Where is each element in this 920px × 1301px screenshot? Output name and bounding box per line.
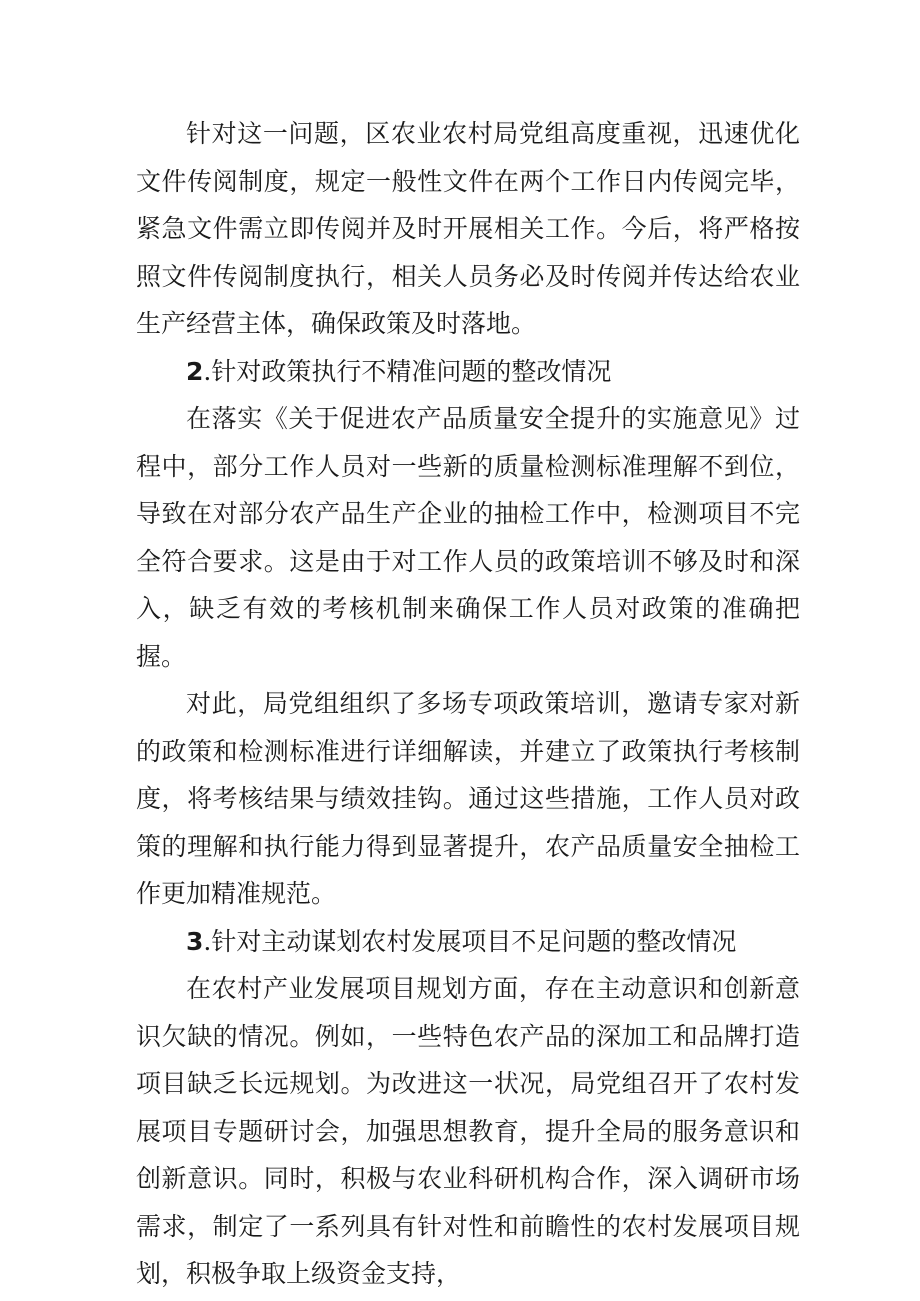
paragraph-rural-projects: 在农村产业发展项目规划方面，存在主动意识和创新意识欠缺的情况。例如，一些特色农产品的深加工和品牌打造项目缺乏长远规划。为改进这一状况，局党组召开了农村发展项目专题研讨会，加强思想教育，提升全局的服务意识和创新意识。同时，积极与农业科研机构合作，深入调研市场需求，制定了一系列具有针对性和前瞻性的农村发展项目规划，积极争取上级资金支持， xyxy=(136,974,800,1288)
paragraph-policy-execution: 在落实《关于促进农产品质量安全提升的实施意见》过程中，部分工作人员对一些新的质量检测标准理解不到位，导致在对部分农产品生产企业的抽检工作中，检测项目不完全符合要求。这是由于对工作人员的政策培训不够及时和深入，缺乏有效的考核机制来确保工作人员对政策的准确把握。 xyxy=(136,404,800,671)
paragraph-policy-training: 对此，局党组组织了多场专项政策培训，邀请专家对新的政策和检测标准进行详细解读，并建立了政策执行考核制度，将考核结果与绩效挂钩。通过这些措施，工作人员对政策的理解和执行能力得到显著提升，农产品质量安全抽检工作更加精准规范。 xyxy=(136,689,800,908)
section-title: .针对主动谋划农村发展项目不足问题的整改情况 xyxy=(203,926,737,956)
section-heading-2 xyxy=(136,348,800,396)
section-number: 3 xyxy=(186,926,204,956)
section-title: .针对政策执行不精准问题的整改情况 xyxy=(203,356,612,386)
section-heading-3 xyxy=(136,918,800,966)
section-number: 2 xyxy=(186,356,204,386)
paragraph-file-circulation: 针对这一问题，区农业农村局党组高度重视，迅速优化文件传阅制度，规定一般性文件在两个工作日内传阅完毕，紧急文件需立即传阅并及时开展相关工作。今后，将严格按照文件传阅制度执行，相关人员务必及时传阅并传达给农业生产经营主体，确保政策及时落地。 xyxy=(136,119,800,338)
document-body xyxy=(136,110,800,1298)
